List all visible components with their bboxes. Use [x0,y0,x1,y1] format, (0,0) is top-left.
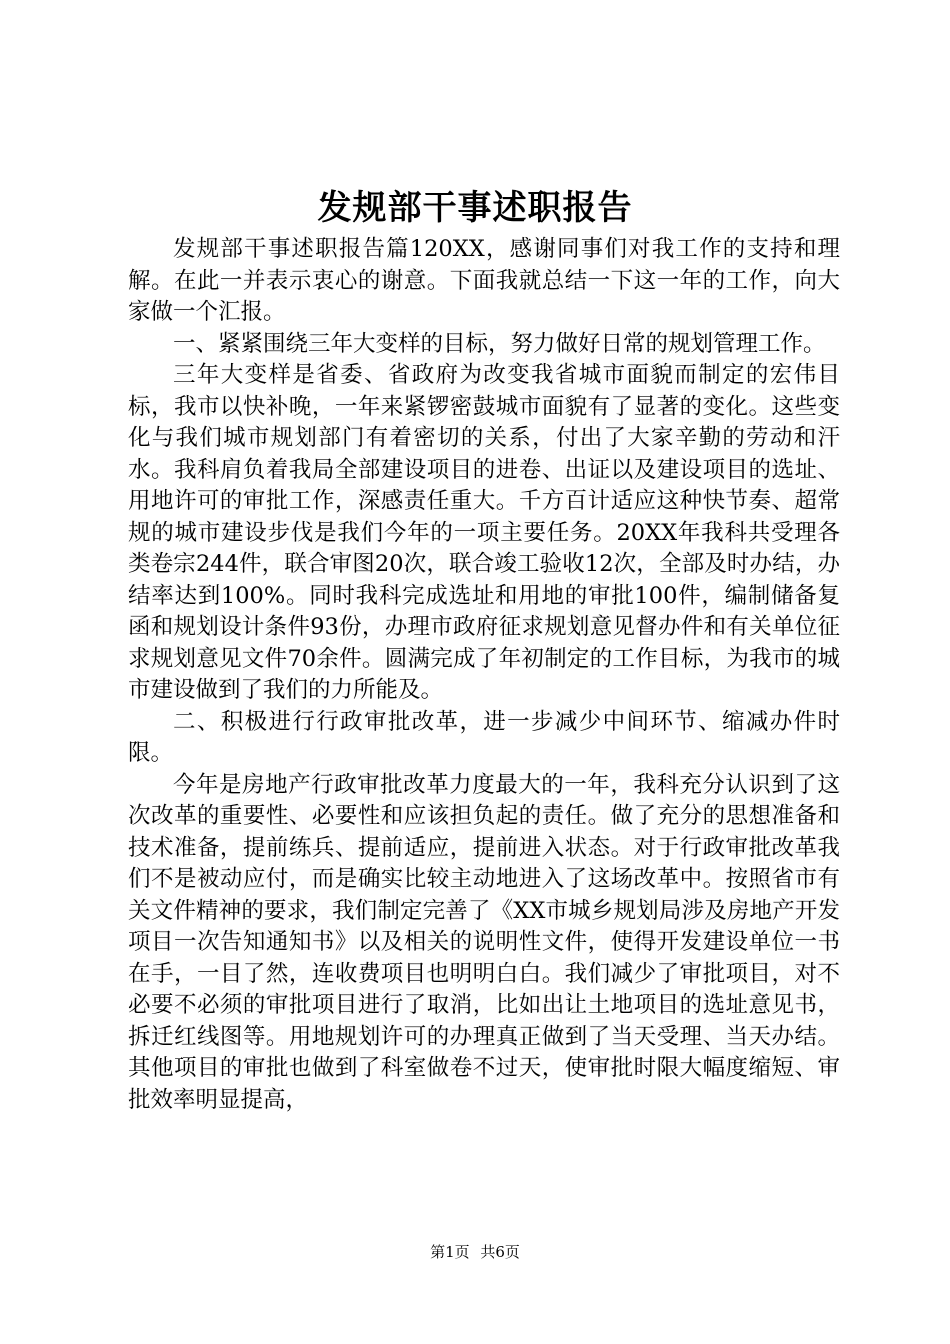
section-heading-2: 二、积极进行行政审批改革，进一步减少中间环节、缩减办件时限。 [128,708,840,766]
document-body [128,234,840,1116]
paragraph-section-1: 三年大变样是省委、省政府为改变我省城市面貌而制定的宏伟目标，我市以快补晚，一年来紧锣密鼓城市面貌有了显著的变化。这些变化与我们城市规划部门有着密切的关系，付出了大家辛勤的劳动和汗水。我科肩负着我局全部建设项目的进卷、出证以及建设项目的选址、用地许可的审批工作，深感责任重大。千方百计适应这种快节奏、超常规的城市建设步伐是我们今年的一项主要任务。20XX年我科共受理各类卷宗244件，联合审图20次，联合竣工验收12次，全部及时办结，办结率达到100%。同时我科完成选址和用地的审批100件，编制储备复函和规划设计条件93份，办理市政府征求规划意见督办件和有关单位征求规划意见文件70余件。圆满完成了年初制定的工作目标，为我市的城市建设做到了我们的力所能及。 [128,362,840,703]
page-footer [0,1240,950,1264]
section-heading-1: 一、紧紧围绕三年大变样的目标，努力做好日常的规划管理工作。 [173,330,826,357]
document-title: 发规部干事述职报告 [317,188,633,228]
paragraph-section-2: 今年是房地产行政审批改革力度最大的一年，我科充分认识到了这次改革的重要性、必要性和应该担负起的责任。做了充分的思想准备和技术准备，提前练兵、提前适应，提前进入状态。对于行政审批改革我们不是被动应付，而是确实比较主动地进入了这场改革中。按照省市有关文件精神的要求，我们制定完善了《XX市城乡规划局涉及房地产开发项目一次告知通知书》以及相关的说明性文件，使得开发建设单位一书在手，一目了然，连收费项目也明明白白。我们减少了审批项目，对不必要不必须的审批项目进行了取消，比如出让土地项目的选址意见书，拆迁红线图等。用地规划许可的办理真正做到了当天受理、当天办结。其他项目的审批也做到了科室做卷不过天，使审批时限大幅度缩短、审批效率明显提高， [128,771,840,1113]
page-total: 共6页 [480,1243,520,1261]
paragraph-intro: 发规部干事述职报告篇120XX，感谢同事们对我工作的支持和理解。在此一并表示衷心的谢意。下面我就总结一下这一年的工作，向大家做一个汇报。 [128,236,840,325]
page-number: 第1页 [430,1243,470,1261]
